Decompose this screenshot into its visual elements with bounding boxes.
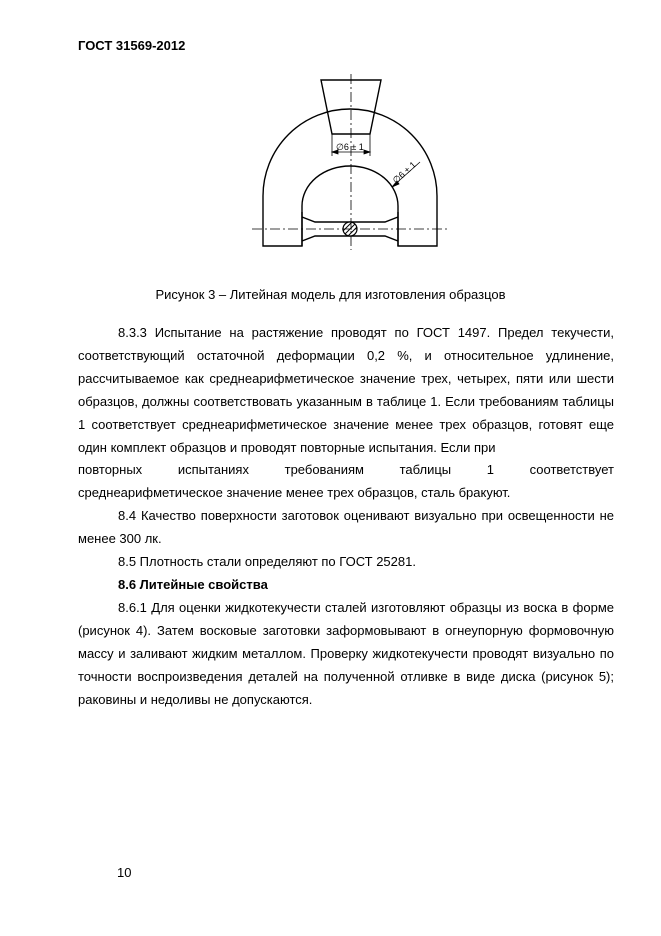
paragraph-8-3-3: 8.3.3 Испытание на растяжение проводят по ГОСТ 1497. Предел текучести, соответствующий остаточной деформации 0,2 %, и относительное удлинение, рассчитываемое как среднеарифметическое значение трех, четырех, пяти или шести образцов, должны соответствовать указанным в таблице 1. Если требованиям таблицы 1 соответствует среднеарифметическое значение менее трех образцов, готовят еще один комплект образцов и проводят повторные испытания. Если при <box>78 325 614 455</box>
document-header: ГОСТ 31569-2012 <box>78 38 186 53</box>
word: повторных <box>78 462 143 478</box>
word: требованиям <box>284 462 364 478</box>
section-heading-8-6: 8.6 Литейные свойства <box>118 576 268 592</box>
page-number: 10 <box>117 865 132 880</box>
paragraph-8-3-3-end: среднеарифметическое значение менее трех образцов, сталь бракуют. <box>78 485 511 501</box>
paragraph-8-6-1: 8.6.1 Для оценки жидкотекучести сталей изготовляют образцы из воска в форме (рисунок 4). Затем восковые заготовки заформовывают в огнеупорную формовочную массу и заливают жидким металлом. Проверку жидкотекучести проводят визуально по точности воспроизведения деталей на полученной отливке в виде диска (рисунок 5); раковины и недоливы не допускаются. <box>78 599 614 707</box>
casting-model-figure <box>250 72 450 252</box>
word: таблицы <box>399 462 452 478</box>
paragraph-8-4: 8.4 Качество поверхности заготовок оценивают визуально при освещенности не менее 300 лк. <box>78 508 614 547</box>
word: 1 <box>486 462 494 478</box>
word: соответствует <box>529 462 614 478</box>
dimension-label-right: ∅6 ± 1 <box>390 159 418 186</box>
dimension-label-top: ∅6 ± 1 <box>336 142 364 152</box>
figure-caption: Рисунок 3 – Литейная модель для изготовления образцов <box>155 287 506 302</box>
paragraph-8-5: 8.5 Плотность стали определяют по ГОСТ 25281. <box>118 554 416 570</box>
word: испытаниях <box>177 462 249 478</box>
paragraph-8-3-3-spread-line <box>78 459 614 482</box>
inner-arch <box>302 166 398 212</box>
body-text <box>78 322 614 711</box>
